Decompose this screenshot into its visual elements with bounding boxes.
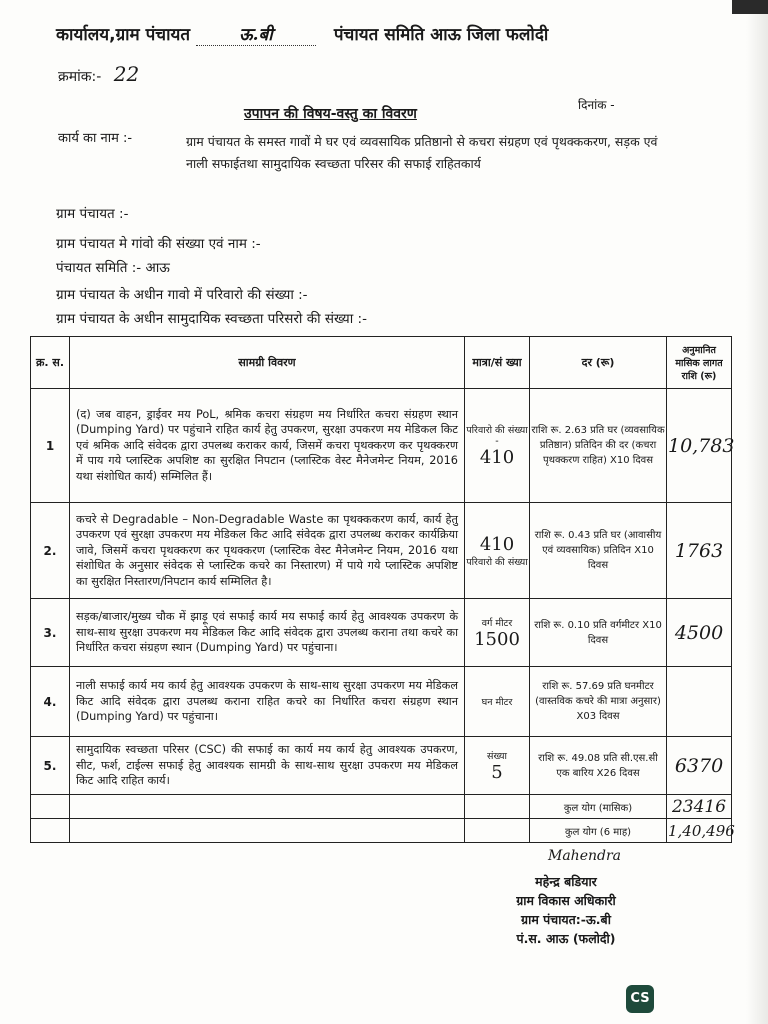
samiti-line: पंचायत समिति :- आऊ [56, 260, 170, 276]
signatory-ps: पं.स. आऊ (फलोदी) [516, 931, 616, 946]
work-name-text: ग्राम पंचायत के समस्त गावों मे घर एवं व्यवसायिक प्रतिष्ठानो से कचरा संग्रहण एवं पृथक्ककरण, सड़क एवं नाली सफाईतथा सामुदायिक स्वच्छता परिसर की सफाई राहितकार्य [186, 134, 658, 171]
date-label: दिनांक - [578, 98, 615, 112]
row-desc: (द) जब वाहन, ड्राईवर मय PoL, श्रमिक कचरा संग्रहण मय निर्धारित कचरा संग्रहण स्थान (Dumping Yard) पर पहुंचाने राहित कार्य हेतु उपकरण, सुरक्षा उपकरण मय मेडिकल किट एवं श्रमिक आदि संवेदक द्वारा उपलब्ध कराकर कार्य, जिसमें कचरा पृथक्करण कर पृथक्करण में पाय गये प्लास्टिक अपशिष्ट का सुरक्षित निपटान (प्लास्टिक वेस्ट मैनेजमेन्ट नियम, 2016 यथा संशोधित कार्य) सम्मिलित हैं। [70, 389, 465, 503]
table-header-row [31, 337, 732, 389]
total-six-cell [667, 819, 735, 843]
materials-table [30, 336, 735, 843]
header-desc: सामग्री विवरण [70, 337, 465, 389]
row-desc: सामुदायिक स्वच्छता परिसर (CSC) की सफाई का कार्य मय कार्य हेतु आवश्यक उपकरण, सीट, फर्श, टाईल्स सफाई हेतु आवश्यक सामग्री के साथ-साथ सुरक्षा उपकरण मय मेडिकल किट आदि राहित कार्य। [70, 737, 465, 795]
scan-edge-shadow [746, 0, 768, 1024]
row-amount [667, 599, 732, 667]
table-row [31, 667, 732, 737]
qty-value: 410 [479, 447, 515, 468]
total-monthly-row [31, 795, 732, 819]
row-desc: कचरे से Degradable – Non-Degradable Waste का पृथक्ककरण कार्य, कार्य हेतु उपकरण एवं सुरक्षा उपकरण मय मेडिकल किट आदि संवेदक द्वारा उपलब्ध कराकर कार्यक्रिया जावे, जिसमें कचरा पृथक्करण कर पृथक्करण (प्लास्टिक वेस्ट मैनेजमेन्ट नियम, 2016 यथा संशोधित के अनुसार संवेदक से प्लास्टिक कचरे का निस्तारण) में पाये गये प्लास्टिक अपशिष्ट का सुरक्षित निस्तारण/निपटान कार्य सम्मिलित है। [70, 503, 465, 599]
row-sr: 5. [31, 737, 70, 795]
row-desc: सड़क/बाजार/मुख्य चौक में झाड़ू एवं सफाई कार्य मय सफाई कार्य हेतु आवश्यक उपकरण के साथ-साथ सुरक्षा उपकरण मय मेडिकल किट आदि संवेदक द्वारा उपलब्ध कराना तथा कचरे का निर्धारित कचरा संग्रहण स्थान (Dumping Yard) पर पहुंचाना। [70, 599, 465, 667]
row-qty [465, 599, 530, 667]
amount-value: 6370 [674, 754, 724, 777]
row-rate: राशि रू. 0.10 प्रति वर्गमीटर X10 दिवस [530, 599, 667, 667]
row-qty [465, 503, 530, 599]
table-row [31, 389, 732, 503]
row-rate: राशि रू. 2.63 प्रति घर (व्यवसायिक प्रतिष्ठान) प्रतिदिन की दर (कचरा पृथक्करण राहित) X10 दिवस [530, 389, 667, 503]
reference-line [58, 62, 139, 86]
row-desc: नाली सफाई कार्य मय कार्य हेतु आवश्यक उपकरण के साथ-साथ सुरक्षा उपकरण मय मेडिकल किट आदि संवेदक द्वारा उपलब्ध कराना राहित कचरे का निर्धारित कचरा संग्रहण स्थान (Dumping Yard) पर पहुंचाना। [70, 667, 465, 737]
qty-label: वर्ग मीटर [481, 617, 513, 629]
total-six-value: 1,40,496 [668, 821, 735, 840]
row-amount [667, 503, 732, 599]
row-rate: राशि रू. 49.08 प्रति सी.एस.सी एक बारिय X26 दिवस [530, 737, 667, 795]
header-sr: क्र. स. [31, 337, 70, 389]
row-sr: 1 [31, 389, 70, 503]
camscanner-logo: CS [626, 985, 654, 1013]
office-header [56, 22, 548, 46]
amount-value: 10,783 [668, 434, 735, 457]
official-stamp [476, 872, 656, 948]
qty-label: घन मीटर [481, 697, 513, 708]
handwritten-signature: Mahendra [548, 848, 622, 864]
total-monthly-cell [667, 795, 732, 819]
amount-value: 1763 [674, 539, 724, 562]
header-rate: दर (रू) [530, 337, 667, 389]
qty-value: 5 [491, 761, 503, 783]
qty-label: परिवारो की संख्या [466, 556, 528, 568]
row-sr: 3. [31, 599, 70, 667]
qty-value: 1500 [474, 628, 520, 650]
row-rate: राशि रू. 57.69 प्रति घनमीटर (वास्तविक कचरे की मात्रा अनुसार) X03 दिवस [530, 667, 667, 737]
samiti-district: पंचायत समिति आऊ जिला फलोदी [333, 25, 549, 45]
row-qty [465, 389, 530, 503]
row-qty [465, 737, 530, 795]
families-line: ग्राम पंचायत के अधीन गावो में परिवारो की संख्या :- [56, 287, 308, 303]
signatory-designation: ग्राम विकास अधिकारी [516, 893, 616, 908]
total-six-month-row [31, 819, 732, 843]
ref-number: 22 [113, 62, 140, 86]
qty-value: 410 [479, 533, 515, 555]
office-name: ऊ.बी [196, 22, 316, 46]
row-amount [667, 389, 735, 503]
work-name-label: कार्य का नाम :- [58, 131, 133, 146]
signatory-name: महेन्द्र बडियार [535, 874, 597, 889]
total-monthly-value: 23416 [671, 796, 727, 817]
total-six-label: कुल योग (6 माह) [530, 819, 667, 843]
total-monthly-label: कुल योग (मासिक) [530, 795, 667, 819]
document-title: उपापन की विषय-वस्तु का विवरण [244, 106, 417, 122]
row-sr: 2. [31, 503, 70, 599]
row-amount [667, 667, 732, 737]
row-sr: 4. [31, 667, 70, 737]
header-amount: अनुमानित मासिक लागत राशि (रू) [667, 337, 732, 389]
amount-value: 4500 [674, 621, 724, 644]
gram-panchayat-line: ग्राम पंचायत :- [56, 206, 129, 222]
ref-label: क्रमांक:- [58, 69, 102, 85]
scan-corner-mark [732, 0, 768, 14]
qty-label: संख्या [487, 750, 507, 762]
qty-label: परिवारो की संख्या - [466, 425, 528, 447]
row-amount [667, 737, 732, 795]
office-prefix: कार्यालय,ग्राम पंचायत [56, 25, 191, 45]
row-qty [465, 667, 530, 737]
csc-count-line: ग्राम पंचायत के अधीन सामुदायिक स्वच्छता परिसरो की संख्या :- [56, 311, 367, 327]
villages-line: ग्राम पंचायत मे गांवो की संख्या एवं नाम :- [56, 236, 261, 252]
header-qty: मात्रा/सं ख्या [465, 337, 530, 389]
table-row [31, 737, 732, 795]
table-row [31, 503, 732, 599]
row-rate: राशि रू. 0.43 प्रति घर (आवासीय एवं व्यवसायिक) प्रतिदिन X10 दिवस [530, 503, 667, 599]
table-row [31, 599, 732, 667]
signatory-gp: ग्राम पंचायत:-ऊ.बी [521, 912, 611, 927]
